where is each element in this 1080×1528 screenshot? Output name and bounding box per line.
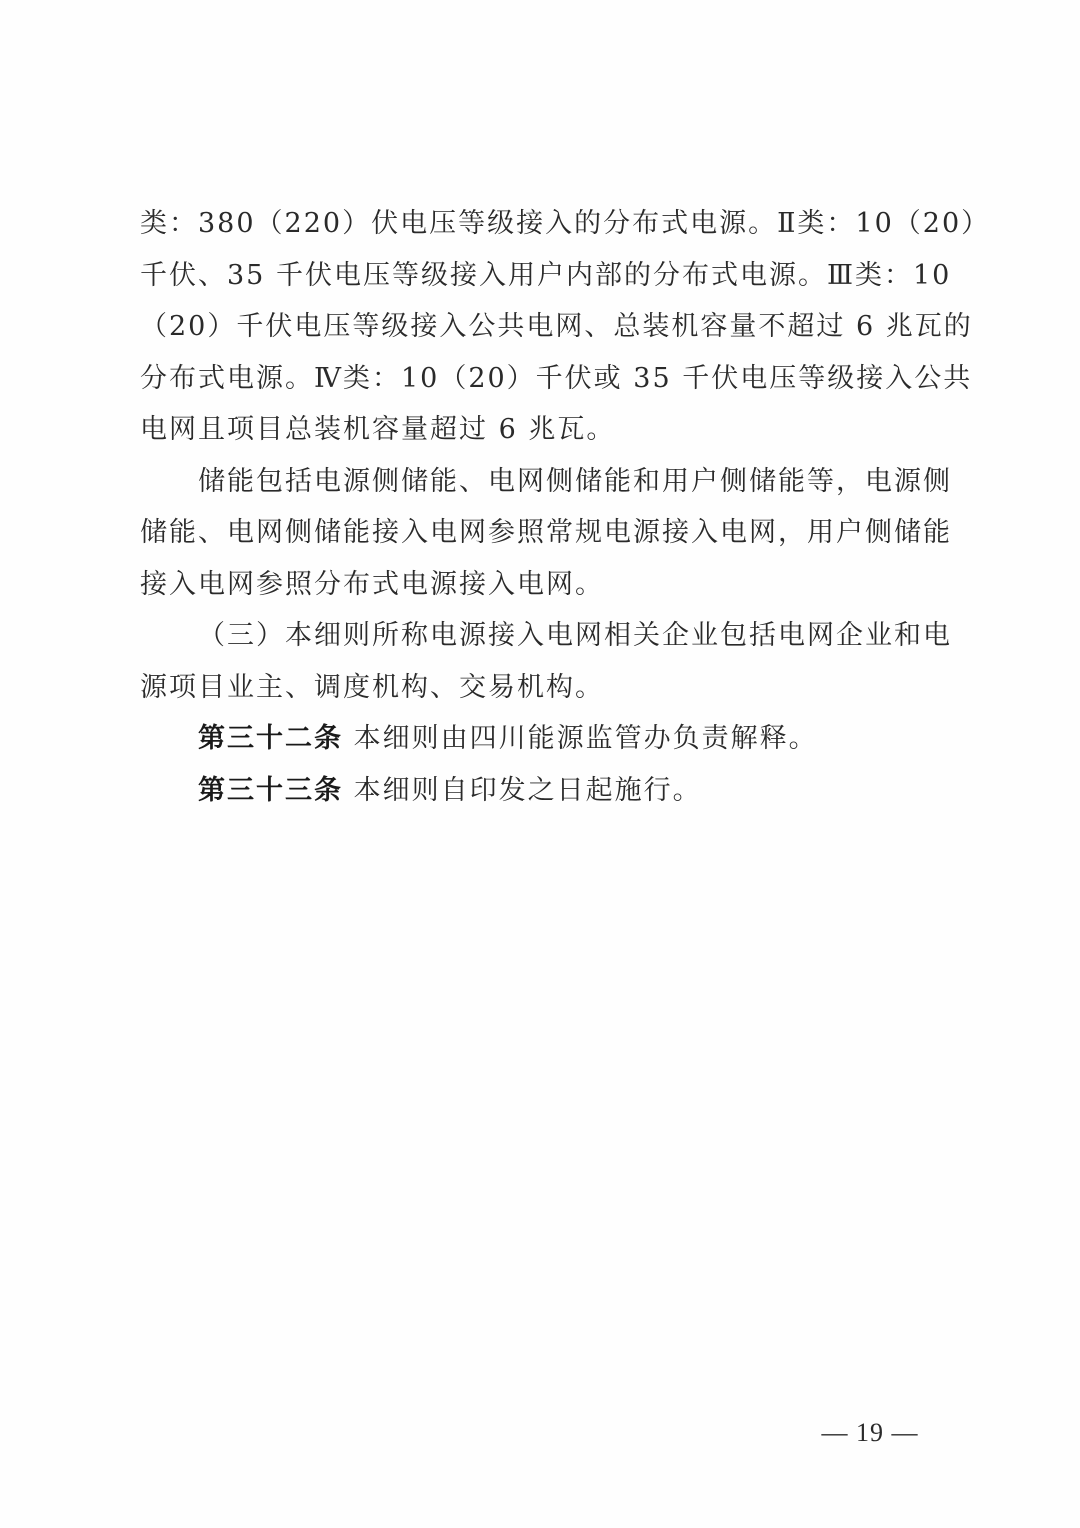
article-text: 本细则由四川能源监管办负责解释。 bbox=[353, 723, 818, 754]
article-heading: 第三十二条 bbox=[198, 723, 343, 754]
document-body bbox=[140, 198, 991, 816]
text-line: 电网且项目总装机容量超过 6 兆瓦。 bbox=[140, 414, 616, 445]
text-line: 储能包括电源侧储能、电网侧储能和用户侧储能等，电源侧 bbox=[198, 465, 952, 497]
article-text: 本细则自印发之日起施行。 bbox=[353, 774, 702, 806]
text-line: 接入电网参照分布式电源接入电网。 bbox=[140, 568, 604, 600]
article-heading: 第三十三条 bbox=[198, 774, 343, 806]
paragraph-distributed-power-categories bbox=[140, 198, 991, 456]
text-line: 千伏、35 千伏电压等级接入用户内部的分布式电源。Ⅲ类：10 bbox=[140, 259, 952, 291]
text-line: （三）本细则所称电源接入电网相关企业包括电网企业和电 bbox=[198, 620, 952, 651]
text-line: 储能、电网侧储能接入电网参照常规电源接入电网，用户侧储能 bbox=[140, 517, 952, 548]
text-line: 类：380（220）伏电压等级接入的分布式电源。Ⅱ类：10（20） bbox=[140, 208, 991, 239]
text-line: 分布式电源。Ⅳ类：10（20）千伏或 35 千伏电压等级接入公共 bbox=[140, 362, 973, 394]
text-line: 源项目业主、调度机构、交易机构。 bbox=[140, 671, 604, 703]
article-line bbox=[140, 765, 940, 817]
article-33 bbox=[140, 765, 940, 817]
article-line bbox=[140, 713, 940, 765]
paragraph-related-enterprises bbox=[140, 610, 952, 713]
article-32 bbox=[140, 713, 940, 765]
text-line: （20）千伏电压等级接入公共电网、总装机容量不超过 6 兆瓦的 bbox=[140, 311, 973, 342]
page-number: — 19 — bbox=[821, 1418, 919, 1447]
paragraph-energy-storage bbox=[140, 456, 952, 611]
